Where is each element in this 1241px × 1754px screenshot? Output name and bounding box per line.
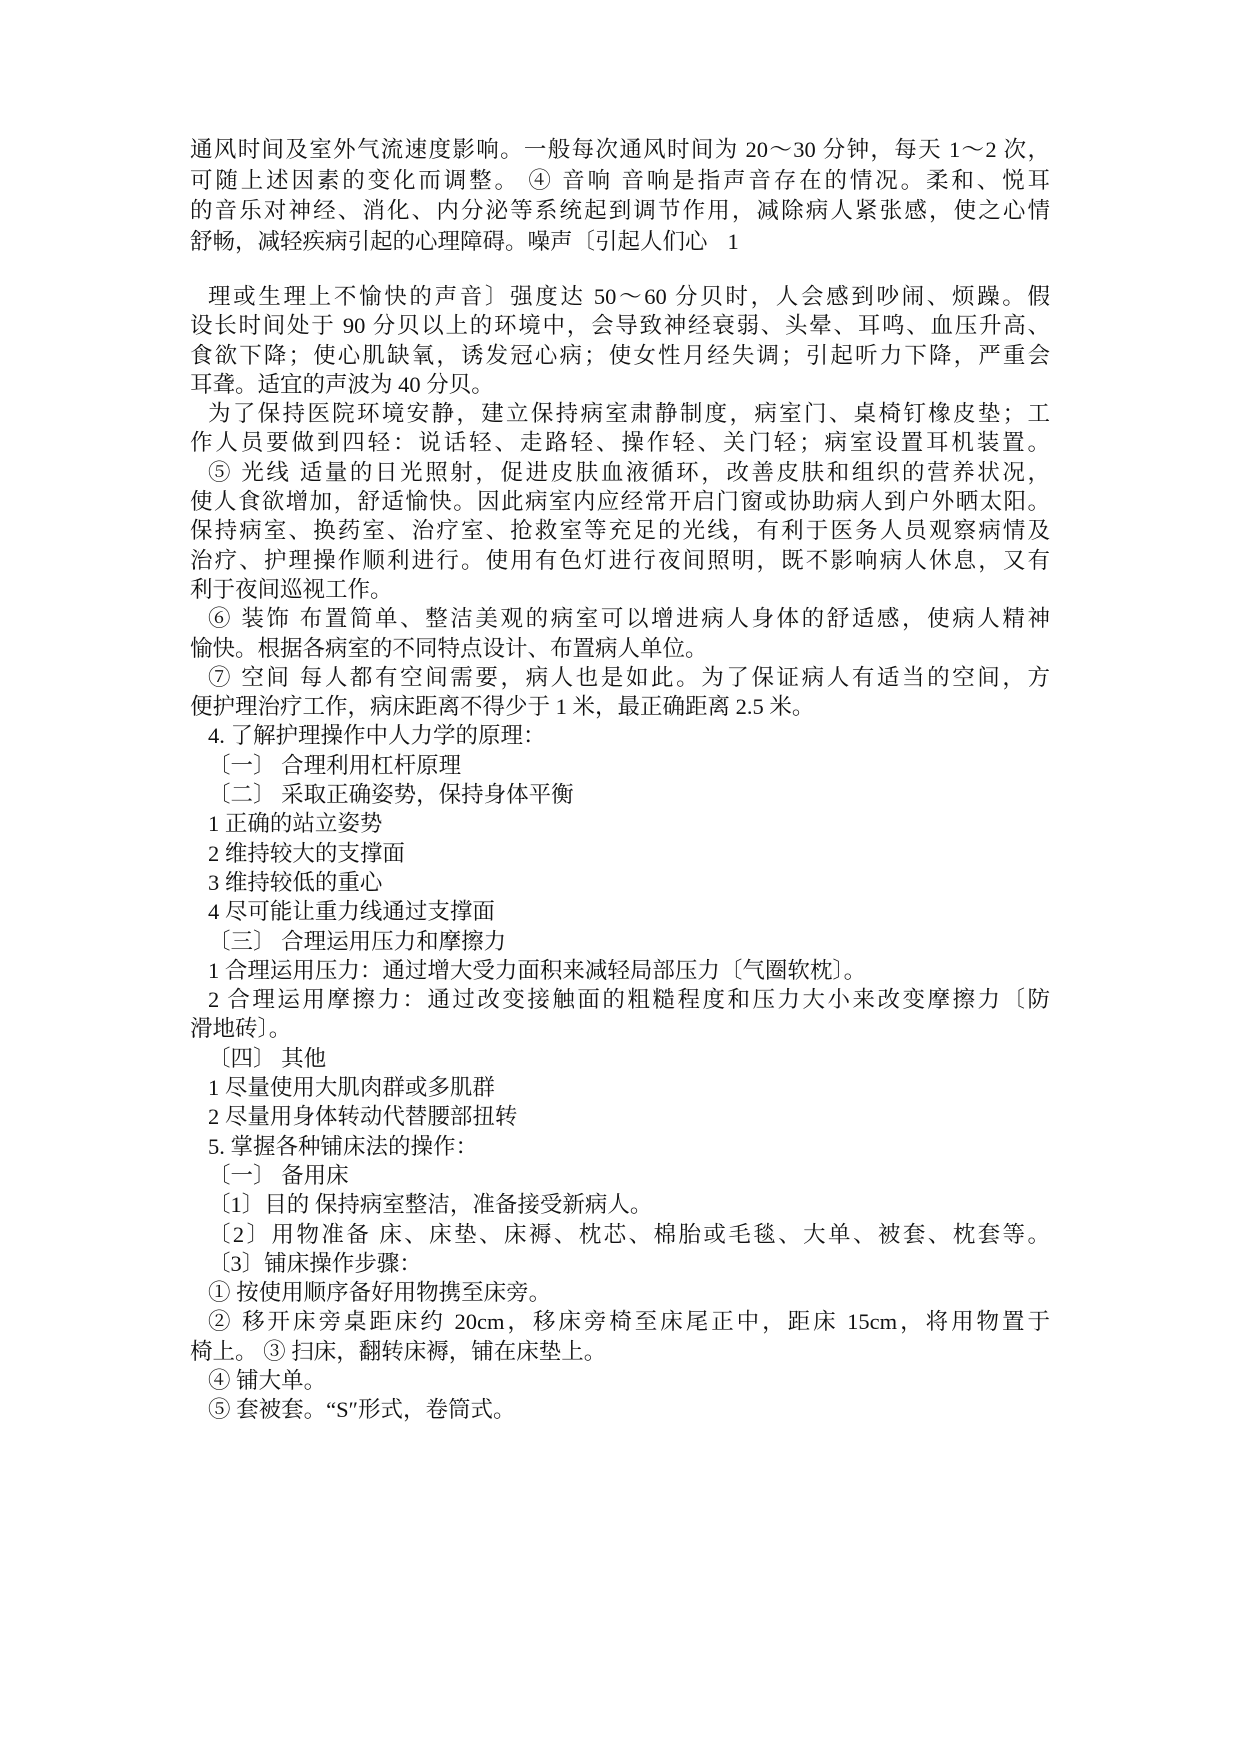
list-item: 3 维持较低的重心	[208, 869, 383, 895]
text-line: 治疗、护理操作顺利进行。使用有色灯进行夜间照明，既不影响病人休息，又有	[190, 547, 1050, 573]
list-item: 〔2〕用物准备 床、床垫、床褥、枕芯、棉胎或毛毯、大单、被套、枕套等。	[208, 1221, 1050, 1247]
subsection-heading: 〔三〕 合理运用压力和摩擦力	[208, 928, 507, 954]
step-item: ④ 铺大单。	[208, 1367, 327, 1393]
text-line: 通风时间及室外气流速度影响。一般每次通风时间为 20～30 分钟，每天 1～2 次，	[190, 137, 1050, 162]
subsection-heading: 〔一〕 合理利用杠杆原理	[208, 752, 462, 778]
list-item: 4 尽可能让重力线通过支撑面	[208, 899, 495, 925]
list-item: 1 合理运用压力：通过增大受力面积来减轻局部压力〔气圈软枕〕。	[208, 957, 867, 983]
section-heading: 5. 掌握各种铺床法的操作：	[208, 1133, 479, 1159]
subsection-heading: 〔一〕 备用床	[208, 1162, 349, 1188]
text-line: 滑地砖〕。	[190, 1016, 292, 1042]
text-line: 舒畅，减轻疾病引起的心理障碍。噪声〔引起人们心	[190, 229, 708, 255]
text-line: 愉快。根据各病室的不同特点设计、布置病人单位。	[190, 635, 708, 661]
text-line: 食欲下降；使心肌缺氧，诱发冠心病；使女性月经失调；引起听力下降，严重会	[190, 342, 1050, 368]
list-item: 2 合理运用摩擦力：通过改变接触面的粗糙程度和压力大小来改变摩擦力〔防	[208, 987, 1050, 1013]
list-item: 2 尽量用身体转动代替腰部扭转	[208, 1104, 518, 1130]
text-line: 椅上。 ③ 扫床，翻转床褥，铺在床垫上。	[190, 1338, 607, 1364]
text-line: 利于夜间巡视工作。	[190, 576, 393, 602]
text-line: ⑤ 光线 适量的日光照射，促进皮肤血液循环，改善皮肤和组织的营养状况，	[208, 459, 1050, 485]
text-line: 便护理治疗工作，病床距离不得少于 1 米，最正确距离 2.5 米。	[190, 694, 815, 720]
text-line: ⑥ 装饰 布置简单、整洁美观的病室可以增进病人身体的舒适感，使病人精神	[208, 606, 1050, 632]
text-line: 可随上述因素的变化而调整。 ④ 音响 音响是指声音存在的情况。柔和、悦耳	[190, 167, 1050, 193]
text-line: 的音乐对神经、消化、内分泌等系统起到调节作用，减除病人紧张感，使之心情	[190, 198, 1050, 224]
list-item: 1 正确的站立姿势	[208, 811, 383, 837]
text-line-with-page-number	[190, 227, 1050, 258]
step-item: ⑤ 套被套。“S″形式，卷筒式。	[208, 1397, 516, 1423]
text-line: 为了保持医院环境安静，建立保持病室肃静制度，病室门、桌椅钉橡皮垫；工	[208, 401, 1050, 427]
text-line: 耳聋。适宜的声波为 40 分贝。	[190, 371, 494, 397]
list-item: 1 尽量使用大肌肉群或多肌群	[208, 1075, 495, 1101]
step-item: ② 移开床旁桌距床约 20cm，移床旁椅至床尾正中，距床 15cm，将用物置于	[208, 1309, 1050, 1335]
step-item: ① 按使用顺序备好用物携至床旁。	[208, 1280, 552, 1306]
text-line: 设长时间处于 90 分贝以上的环境中，会导致神经衰弱、头晕、耳鸣、血压升高、	[190, 313, 1050, 339]
text-line: 保持病室、换药室、治疗室、抢救室等充足的光线，有利于医务人员观察病情及	[190, 518, 1050, 544]
text-line: 理或生理上不愉快的声音〕强度达 50～60 分贝时，人会感到吵闹、烦躁。假	[208, 284, 1050, 309]
subsection-heading: 〔四〕 其他	[208, 1045, 327, 1071]
text-line: 作人员要做到四轻：说话轻、走路轻、操作轻、关门轻；病室设置耳机装置。	[190, 430, 1050, 456]
section-heading: 4. 了解护理操作中人力学的原理：	[208, 723, 546, 749]
list-item: 2 维持较大的支撑面	[208, 840, 405, 866]
text-line: 使人食欲增加，舒适愉快。因此病室内应经常开启门窗或协助病人到户外晒太阳。	[190, 489, 1050, 515]
subsection-heading: 〔二〕 采取正确姿势，保持身体平衡	[208, 782, 574, 808]
text-line: ⑦ 空间 每人都有空间需要，病人也是如此。为了保证病人有适当的空间，方	[208, 664, 1050, 690]
body-text-block	[190, 282, 1050, 1425]
top-text-block	[190, 135, 1050, 258]
page-number: 1	[727, 229, 739, 255]
list-item: 〔3〕铺床操作步骤：	[208, 1250, 422, 1276]
list-item: 〔1〕目的 保持病室整洁，准备接受新病人。	[208, 1192, 653, 1218]
